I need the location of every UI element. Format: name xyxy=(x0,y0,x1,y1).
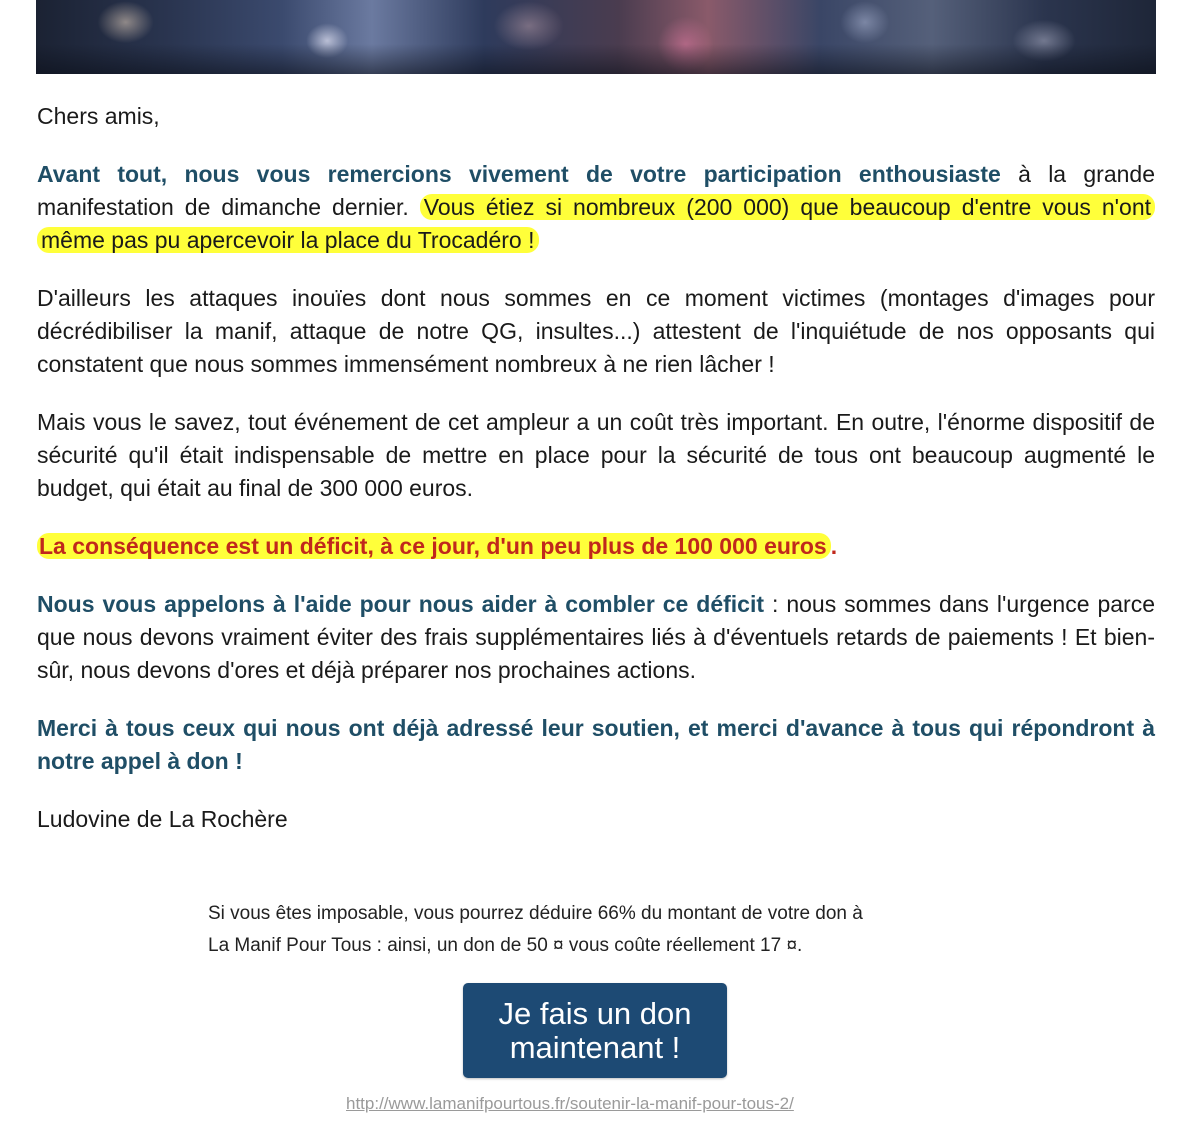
appeal-text: : nous sommes dans l'urgence parce que nous devons vraiment éviter des frais supplémentaires liés à d'éventuels retards de paiements ! Et bien-sûr, nous devons d'ores et déjà préparer nos prochaines actions. xyxy=(37,591,1155,683)
paragraph-thanks xyxy=(37,158,1155,257)
paragraph-thanks-supporters: Merci à tous ceux qui nous ont déjà adressé leur soutien, et merci d'avance à tous qui répondront à notre appel à don ! xyxy=(37,715,1155,774)
header-photo-banner xyxy=(36,0,1156,74)
email-body xyxy=(37,100,1155,861)
attendance-highlight: Vous étiez si nombreux (200 000) que beaucoup d'entre vous n'ont même pas pu apercevoir la place du Trocadéro ! xyxy=(37,194,1155,253)
greeting: Chers amis, xyxy=(37,103,160,129)
support-page-link[interactable]: http://www.lamanifpourtous.fr/soutenir-la-manif-pour-tous-2/ xyxy=(346,1094,794,1113)
thanks-text: à la grande manifestation de dimanche dernier. xyxy=(37,161,1156,220)
donate-button-line-1: Je fais un don xyxy=(498,995,692,1031)
paragraph-deficit xyxy=(37,530,1155,563)
paragraph-budget: Mais vous le savez, tout événement de cet ampleur a un coût très important. En outre, l'énorme dispositif de sécurité qu'il était indispensable de mettre en place pour la sécurité de tous ont beaucoup augmenté le budget, qui était au final de 300 000 euros. xyxy=(37,409,1155,501)
donate-button-line-2: maintenant ! xyxy=(509,1029,681,1065)
thanks-bold-intro: Avant tout, nous vous remercions vivement de votre participation enthousiaste xyxy=(37,161,1001,187)
signature: Ludovine de La Rochère xyxy=(37,806,288,832)
paragraph-attacks: D'ailleurs les attaques inouïes dont nous sommes en ce moment victimes (montages d'images pour décrédibiliser la manif, attaque de notre QG, insultes...) attestent de l'inquiétude de nos opposants qui constatent que nous sommes immensément nombreux à ne rien lâcher ! xyxy=(37,285,1155,377)
deficit-tail: . xyxy=(830,533,838,559)
tax-note-line-1: Si vous êtes imposable, vous pourrez déduire 66% du montant de votre don à xyxy=(208,903,863,924)
tax-note-line-2: La Manif Pour Tous : ainsi, un don de 50 ¤ vous coûte réellement 17 ¤. xyxy=(208,935,803,956)
tax-deduction-note xyxy=(208,898,1008,962)
donate-now-button[interactable] xyxy=(463,983,727,1078)
paragraph-appeal xyxy=(37,588,1155,687)
appeal-bold-intro: Nous vous appelons à l'aide pour nous aider à combler ce déficit xyxy=(37,591,765,617)
deficit-highlight: La conséquence est un déficit, à ce jour, d'un peu plus de 100 000 euros xyxy=(37,533,831,559)
